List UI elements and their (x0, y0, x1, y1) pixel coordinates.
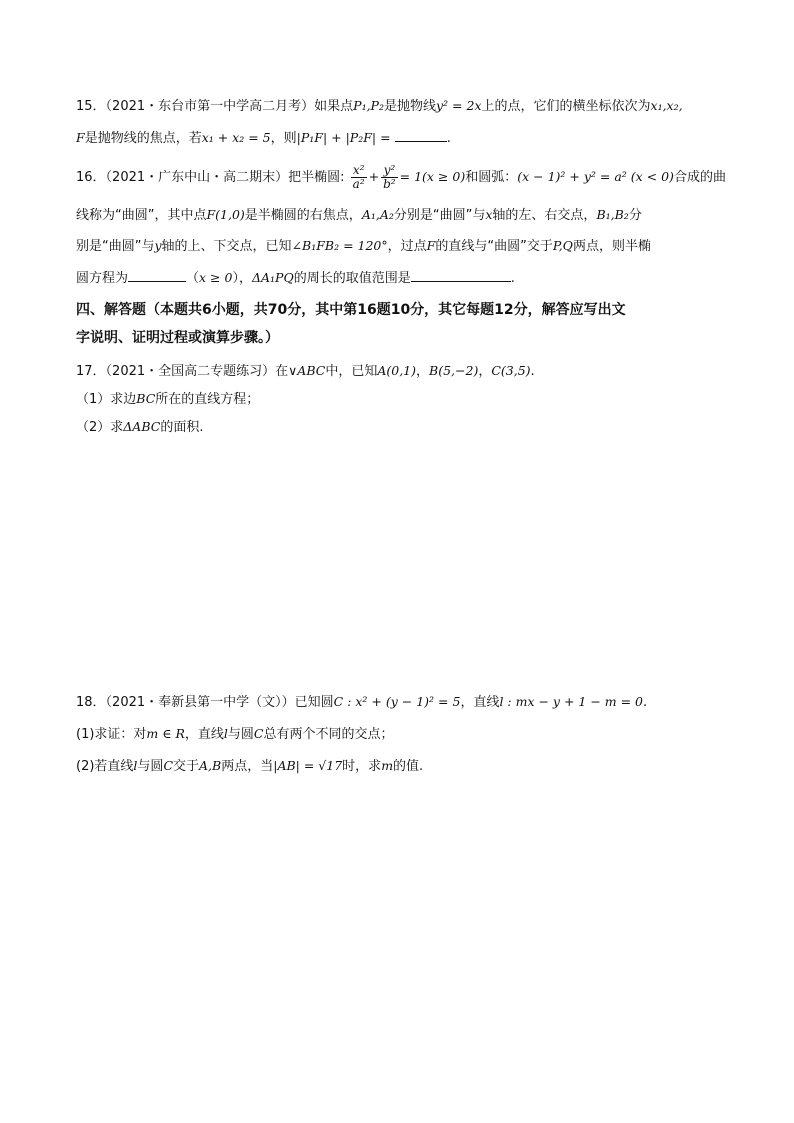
question-source: （2021・广东中山・高二期末） (105, 170, 289, 185)
q17-part1: （1）求边BC所在的直线方程； (76, 391, 260, 407)
section-heading: 四、解答题（本题共6小题，共70分，其中第16题10分，其它每题12分，解答应写出文 (76, 302, 626, 318)
question-number: 17． (76, 364, 106, 379)
q16-line2: 线称为“曲圆”，其中点F(1,0)是半椭圆的右焦点，A₁,A₂分别是“曲圆”与x轴的左、右交点，B₁,B₂分 (76, 207, 642, 223)
q17-part2: （2）求ΔABC的面积. (76, 419, 204, 435)
answer-blank[interactable] (411, 268, 511, 282)
q16-line3: 别是“曲圆”与y轴的上、下交点，已知∠B₁FB₂ = 120°，过点F的直线与“曲圆”交于P,Q两点，则半椭 (76, 238, 651, 254)
q18-line1: 18．（2021・奉新县第一中学（文））已知圆C : x² + (y − 1)² = 5，直线l : mx − y + 1 − m = 0. (76, 694, 648, 710)
q15-line2: F是抛物线的焦点，若x₁ + x₂ = 5，则|P₁F| + |P₂F| = . (76, 130, 451, 146)
q16-line1: 16．（2021・广东中山・高二期末）把半椭圆: $\frac{\text{x²}}{\text{a²}}$ + $\frac{\text{y²}}{\text{b²}}$ = 1(x ≥ 0)和圆弧：(x − 1)² + y² = a² (x < 0)合成的曲 (76, 163, 726, 191)
question-source: （2021・奉新县第一中学（文）） (105, 695, 295, 710)
question-source: （2021・东台市第一中学高二月考） (105, 99, 315, 114)
q15-line1: 15．（2021・东台市第一中学高二月考）如果点P₁,P₂是抛物线y² = 2x上的点，它们的横坐标依次为x₁,x₂, (76, 98, 683, 114)
q18-part2: (2)若直线l与圆C交于A,B两点，当|AB| = √17时，求m的值. (76, 758, 424, 774)
question-number: 18． (76, 695, 106, 710)
answer-blank[interactable] (395, 128, 447, 142)
section-heading-cont: 字说明、证明过程或演算步骤。） (76, 330, 279, 346)
q18-part1: (1)求证：对m ∈ R，直线l与圆C总有两个不同的交点； (76, 726, 394, 742)
fraction-x2-a2: $\frac{\text{x²}}{\text{a²}}$ (352, 163, 365, 191)
q16-line4: 圆方程为 （x ≥ 0），ΔA₁PQ的周长的取值范围是 . (76, 270, 515, 286)
question-number: 16． (76, 170, 106, 185)
question-source: （2021・全国高二专题练习） (105, 364, 276, 379)
question-number: 15． (76, 99, 106, 114)
q17-line1: 17．（2021・全国高二专题练习）在∨ABC中，已知A(0,1)，B(5,−2)，C(3,5). (76, 363, 535, 379)
fraction-y2-b2: $\frac{\text{y²}}{\text{b²}}$ (383, 163, 396, 191)
answer-blank[interactable] (128, 268, 186, 282)
